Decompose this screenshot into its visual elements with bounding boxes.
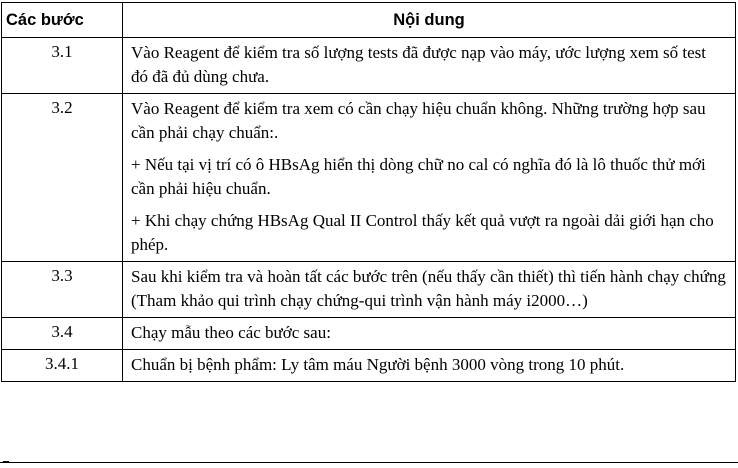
step-content [123,94,736,262]
table-row [2,38,736,94]
table-row [2,94,736,262]
step-content [123,38,736,94]
header-content: Nội dung [123,3,736,38]
step-paragraph: Vào Reagent để kiểm tra xem có cần chạy hiệu chuẩn không. Những trường hợp sau cần phải chạy chuẩn:. [131,99,706,142]
step-number: 3.4.1 [2,350,123,382]
table-row [2,262,736,318]
table-row [2,350,736,382]
header-steps: Các bước [2,3,123,38]
cropped-mark [3,461,9,466]
step-paragraph: Vào Reagent để kiểm tra số lượng tests đã được nạp vào máy, ước lượng xem số test đó đã đủ dùng chưa. [131,43,706,86]
step-paragraph: Chuẩn bị bệnh phẩm: Ly tâm máu Người bệnh 3000 vòng trong 10 phút. [131,355,625,374]
table-header-row [2,3,736,38]
step-number: 3.3 [2,262,123,318]
step-number: 3.1 [2,38,123,94]
step-paragraph: + Nếu tại vị trí có ô HBsAg hiển thị dòng chữ no cal có nghĩa đó là lô thuốc thử mới cần phải hiệu chuẩn. [131,155,706,198]
step-content [123,262,736,318]
step-paragraph: Chạy mẫu theo các bước sau: [131,323,331,342]
step-content [123,318,736,350]
step-number: 3.2 [2,94,123,262]
step-number: 3.4 [2,318,123,350]
procedure-table [1,2,736,382]
table-row [2,318,736,350]
next-row-border [0,462,738,468]
step-paragraph: + Khi chạy chứng HBsAg Qual II Control thấy kết quả vượt ra ngoài dải giới hạn cho phép. [131,211,714,254]
step-content [123,350,736,382]
step-paragraph: Sau khi kiểm tra và hoàn tất các bước trên (nếu thấy cần thiết) thì tiến hành chạy chứng (Tham khảo qui trình chạy chứng-qui trình vận hành máy i2000…) [131,267,726,310]
